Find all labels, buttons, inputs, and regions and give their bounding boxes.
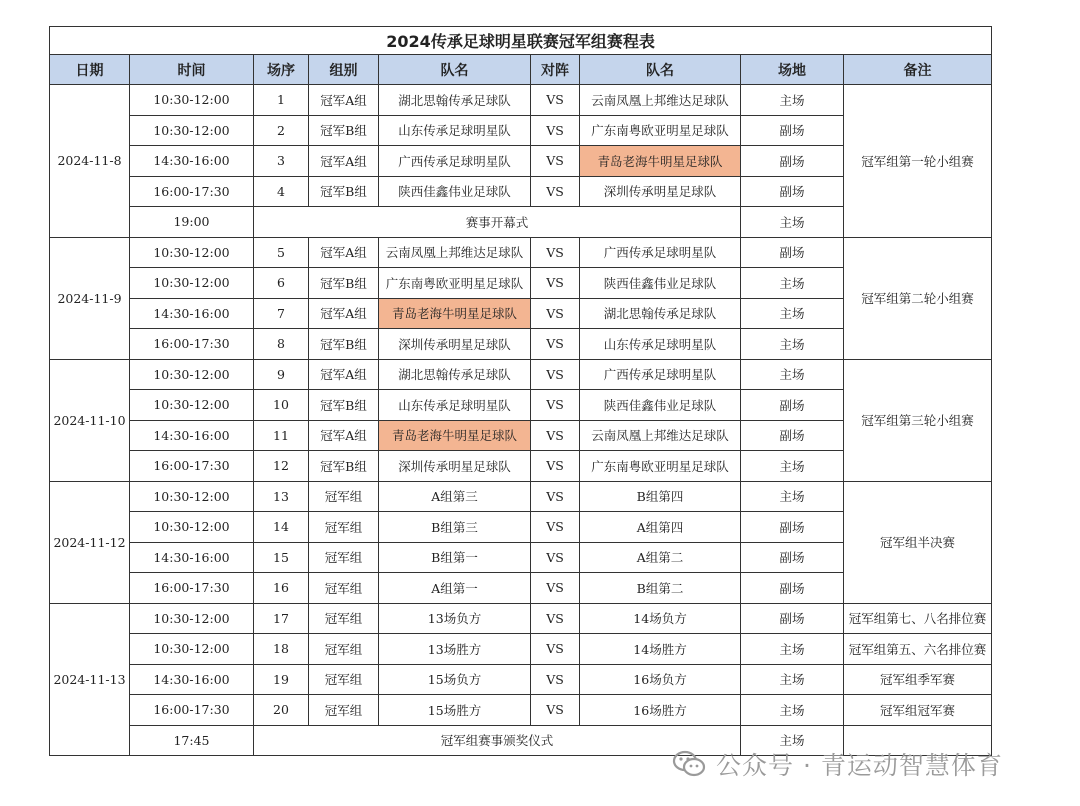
match-no-cell: 10 [254, 390, 309, 421]
venue-cell: 副场 [741, 512, 844, 543]
group-cell: 冠军A组 [309, 237, 379, 268]
away-team-cell: 广西传承足球明星队 [580, 237, 741, 268]
home-team-cell: 15场负方 [379, 664, 531, 695]
group-cell: 冠军A组 [309, 298, 379, 329]
time-cell: 10:30-12:00 [130, 481, 254, 512]
home-team-cell: 湖北思翰传承足球队 [379, 85, 531, 116]
match-no-cell: 17 [254, 603, 309, 634]
match-no-cell: 12 [254, 451, 309, 482]
home-team-cell: 深圳传承明星足球队 [379, 451, 531, 482]
ceremony-cell: 赛事开幕式 [254, 207, 741, 238]
header-group: 组别 [309, 55, 379, 85]
time-cell: 16:00-17:30 [130, 573, 254, 604]
home-team-cell: 湖北思翰传承足球队 [379, 359, 531, 390]
venue-cell: 副场 [741, 603, 844, 634]
home-team-cell: 陕西佳鑫伟业足球队 [379, 176, 531, 207]
away-team-cell: 14场胜方 [580, 634, 741, 665]
group-cell: 冠军A组 [309, 420, 379, 451]
match-no-cell: 19 [254, 664, 309, 695]
header-note: 备注 [844, 55, 992, 85]
group-cell: 冠军组 [309, 634, 379, 665]
home-team-cell: 青岛老海牛明星足球队 [379, 298, 531, 329]
match-no-cell: 16 [254, 573, 309, 604]
time-cell: 10:30-12:00 [130, 512, 254, 543]
versus-cell: VS [531, 573, 580, 604]
table-row [50, 359, 992, 390]
group-cell: 冠军B组 [309, 451, 379, 482]
date-cell: 2024-11-9 [50, 237, 130, 359]
group-cell: 冠军A组 [309, 359, 379, 390]
time-cell: 10:30-12:00 [130, 237, 254, 268]
versus-cell: VS [531, 664, 580, 695]
away-team-cell: 广西传承足球明星队 [580, 359, 741, 390]
match-no-cell: 8 [254, 329, 309, 360]
venue-cell: 副场 [741, 146, 844, 177]
time-cell: 16:00-17:30 [130, 695, 254, 726]
versus-cell: VS [531, 237, 580, 268]
venue-cell: 副场 [741, 237, 844, 268]
group-cell: 冠军组 [309, 512, 379, 543]
away-team-cell: B组第四 [580, 481, 741, 512]
home-team-cell: 广东南粤欧亚明星足球队 [379, 268, 531, 299]
versus-cell: VS [531, 634, 580, 665]
venue-cell: 副场 [741, 420, 844, 451]
table-row [50, 603, 992, 634]
away-team-cell: B组第二 [580, 573, 741, 604]
group-cell: 冠军组 [309, 603, 379, 634]
time-cell: 14:30-16:00 [130, 664, 254, 695]
match-no-cell: 5 [254, 237, 309, 268]
time-cell: 10:30-12:00 [130, 85, 254, 116]
group-cell: 冠军组 [309, 695, 379, 726]
note-cell: 冠军组冠军赛 [844, 695, 992, 726]
venue-cell: 副场 [741, 573, 844, 604]
home-team-cell: B组第一 [379, 542, 531, 573]
note-cell: 冠军组第七、八名排位赛 [844, 603, 992, 634]
venue-cell: 主场 [741, 664, 844, 695]
away-team-cell: 云南凤凰上邦维达足球队 [580, 85, 741, 116]
versus-cell: VS [531, 359, 580, 390]
away-team-cell: A组第四 [580, 512, 741, 543]
venue-cell: 主场 [741, 481, 844, 512]
header-away-team: 队名 [580, 55, 741, 85]
venue-cell: 副场 [741, 115, 844, 146]
note-cell: 冠军组第三轮小组赛 [844, 359, 992, 481]
header-time: 时间 [130, 55, 254, 85]
date-cell: 2024-11-12 [50, 481, 130, 603]
venue-cell: 主场 [741, 359, 844, 390]
table-row [50, 85, 992, 116]
venue-cell: 副场 [741, 390, 844, 421]
note-cell: 冠军组第二轮小组赛 [844, 237, 992, 359]
match-no-cell: 18 [254, 634, 309, 665]
note-cell: 冠军组第一轮小组赛 [844, 85, 992, 238]
versus-cell: VS [531, 115, 580, 146]
time-cell: 10:30-12:00 [130, 634, 254, 665]
match-no-cell: 4 [254, 176, 309, 207]
header-row [50, 55, 992, 85]
home-team-cell: B组第三 [379, 512, 531, 543]
versus-cell: VS [531, 695, 580, 726]
time-cell: 14:30-16:00 [130, 420, 254, 451]
away-team-cell: 青岛老海牛明星足球队 [580, 146, 741, 177]
away-team-cell: 山东传承足球明星队 [580, 329, 741, 360]
versus-cell: VS [531, 390, 580, 421]
group-cell: 冠军组 [309, 573, 379, 604]
time-cell: 19:00 [130, 207, 254, 238]
header-match-no: 场序 [254, 55, 309, 85]
group-cell: 冠军B组 [309, 329, 379, 360]
home-team-cell: 13场胜方 [379, 634, 531, 665]
versus-cell: VS [531, 603, 580, 634]
match-no-cell: 1 [254, 85, 309, 116]
group-cell: 冠军B组 [309, 115, 379, 146]
header-venue: 场地 [741, 55, 844, 85]
time-cell: 10:30-12:00 [130, 390, 254, 421]
versus-cell: VS [531, 268, 580, 299]
table-row [50, 664, 992, 695]
venue-cell: 主场 [741, 298, 844, 329]
wechat-icon [672, 749, 706, 779]
group-cell: 冠军B组 [309, 268, 379, 299]
home-team-cell: 云南凤凰上邦维达足球队 [379, 237, 531, 268]
table-row [50, 237, 992, 268]
header-home-team: 队名 [379, 55, 531, 85]
away-team-cell: 深圳传承明星足球队 [580, 176, 741, 207]
time-cell: 14:30-16:00 [130, 542, 254, 573]
header-date: 日期 [50, 55, 130, 85]
time-cell: 10:30-12:00 [130, 268, 254, 299]
versus-cell: VS [531, 481, 580, 512]
venue-cell: 主场 [741, 207, 844, 238]
header-versus: 对阵 [531, 55, 580, 85]
away-team-cell: 湖北思翰传承足球队 [580, 298, 741, 329]
versus-cell: VS [531, 298, 580, 329]
time-cell: 14:30-16:00 [130, 146, 254, 177]
table-title: 2024传承足球明星联赛冠军组赛程表 [50, 27, 992, 55]
time-cell: 17:45 [130, 725, 254, 756]
away-team-cell: 16场胜方 [580, 695, 741, 726]
time-cell: 10:30-12:00 [130, 115, 254, 146]
home-team-cell: 广西传承足球明星队 [379, 146, 531, 177]
note-cell: 冠军组半决赛 [844, 481, 992, 603]
home-team-cell: 深圳传承明星足球队 [379, 329, 531, 360]
venue-cell: 副场 [741, 176, 844, 207]
venue-cell: 主场 [741, 329, 844, 360]
away-team-cell: A组第二 [580, 542, 741, 573]
home-team-cell: A组第一 [379, 573, 531, 604]
time-cell: 16:00-17:30 [130, 451, 254, 482]
table-row [50, 481, 992, 512]
versus-cell: VS [531, 451, 580, 482]
match-no-cell: 6 [254, 268, 309, 299]
match-no-cell: 13 [254, 481, 309, 512]
versus-cell: VS [531, 85, 580, 116]
watermark-text: 公众号 · 青运动智慧体育 [716, 751, 1003, 780]
match-no-cell: 15 [254, 542, 309, 573]
home-team-cell: 山东传承足球明星队 [379, 115, 531, 146]
match-no-cell: 11 [254, 420, 309, 451]
versus-cell: VS [531, 176, 580, 207]
venue-cell: 主场 [741, 634, 844, 665]
home-team-cell: 13场负方 [379, 603, 531, 634]
home-team-cell: A组第三 [379, 481, 531, 512]
versus-cell: VS [531, 542, 580, 573]
home-team-cell: 青岛老海牛明星足球队 [379, 420, 531, 451]
away-team-cell: 广东南粤欧亚明星足球队 [580, 451, 741, 482]
venue-cell: 副场 [741, 542, 844, 573]
away-team-cell: 陕西佳鑫伟业足球队 [580, 390, 741, 421]
time-cell: 16:00-17:30 [130, 329, 254, 360]
table-row [50, 695, 992, 726]
match-no-cell: 2 [254, 115, 309, 146]
table-row [50, 634, 992, 665]
watermark [672, 744, 1003, 784]
away-team-cell: 14场负方 [580, 603, 741, 634]
away-team-cell: 16场负方 [580, 664, 741, 695]
note-cell: 冠军组季军赛 [844, 664, 992, 695]
match-no-cell: 3 [254, 146, 309, 177]
time-cell: 10:30-12:00 [130, 603, 254, 634]
versus-cell: VS [531, 420, 580, 451]
away-team-cell: 广东南粤欧亚明星足球队 [580, 115, 741, 146]
schedule-table [49, 26, 992, 756]
venue-cell: 主场 [741, 85, 844, 116]
match-no-cell: 14 [254, 512, 309, 543]
time-cell: 16:00-17:30 [130, 176, 254, 207]
ceremony-cell: 冠军组赛事颁奖仪式 [254, 725, 741, 756]
match-no-cell: 9 [254, 359, 309, 390]
versus-cell: VS [531, 329, 580, 360]
home-team-cell: 15场胜方 [379, 695, 531, 726]
group-cell: 冠军A组 [309, 85, 379, 116]
group-cell: 冠军B组 [309, 390, 379, 421]
time-cell: 14:30-16:00 [130, 298, 254, 329]
group-cell: 冠军组 [309, 664, 379, 695]
away-team-cell: 陕西佳鑫伟业足球队 [580, 268, 741, 299]
versus-cell: VS [531, 512, 580, 543]
away-team-cell: 云南凤凰上邦维达足球队 [580, 420, 741, 451]
venue-cell: 主场 [741, 725, 844, 756]
group-cell: 冠军B组 [309, 176, 379, 207]
date-cell: 2024-11-10 [50, 359, 130, 481]
group-cell: 冠军组 [309, 481, 379, 512]
note-cell: 冠军组第五、六名排位赛 [844, 634, 992, 665]
match-no-cell: 20 [254, 695, 309, 726]
group-cell: 冠军组 [309, 542, 379, 573]
versus-cell: VS [531, 146, 580, 177]
match-no-cell: 7 [254, 298, 309, 329]
home-team-cell: 山东传承足球明星队 [379, 390, 531, 421]
date-cell: 2024-11-8 [50, 85, 130, 238]
group-cell: 冠军A组 [309, 146, 379, 177]
venue-cell: 主场 [741, 451, 844, 482]
date-cell: 2024-11-13 [50, 603, 130, 756]
venue-cell: 主场 [741, 695, 844, 726]
time-cell: 10:30-12:00 [130, 359, 254, 390]
venue-cell: 主场 [741, 268, 844, 299]
